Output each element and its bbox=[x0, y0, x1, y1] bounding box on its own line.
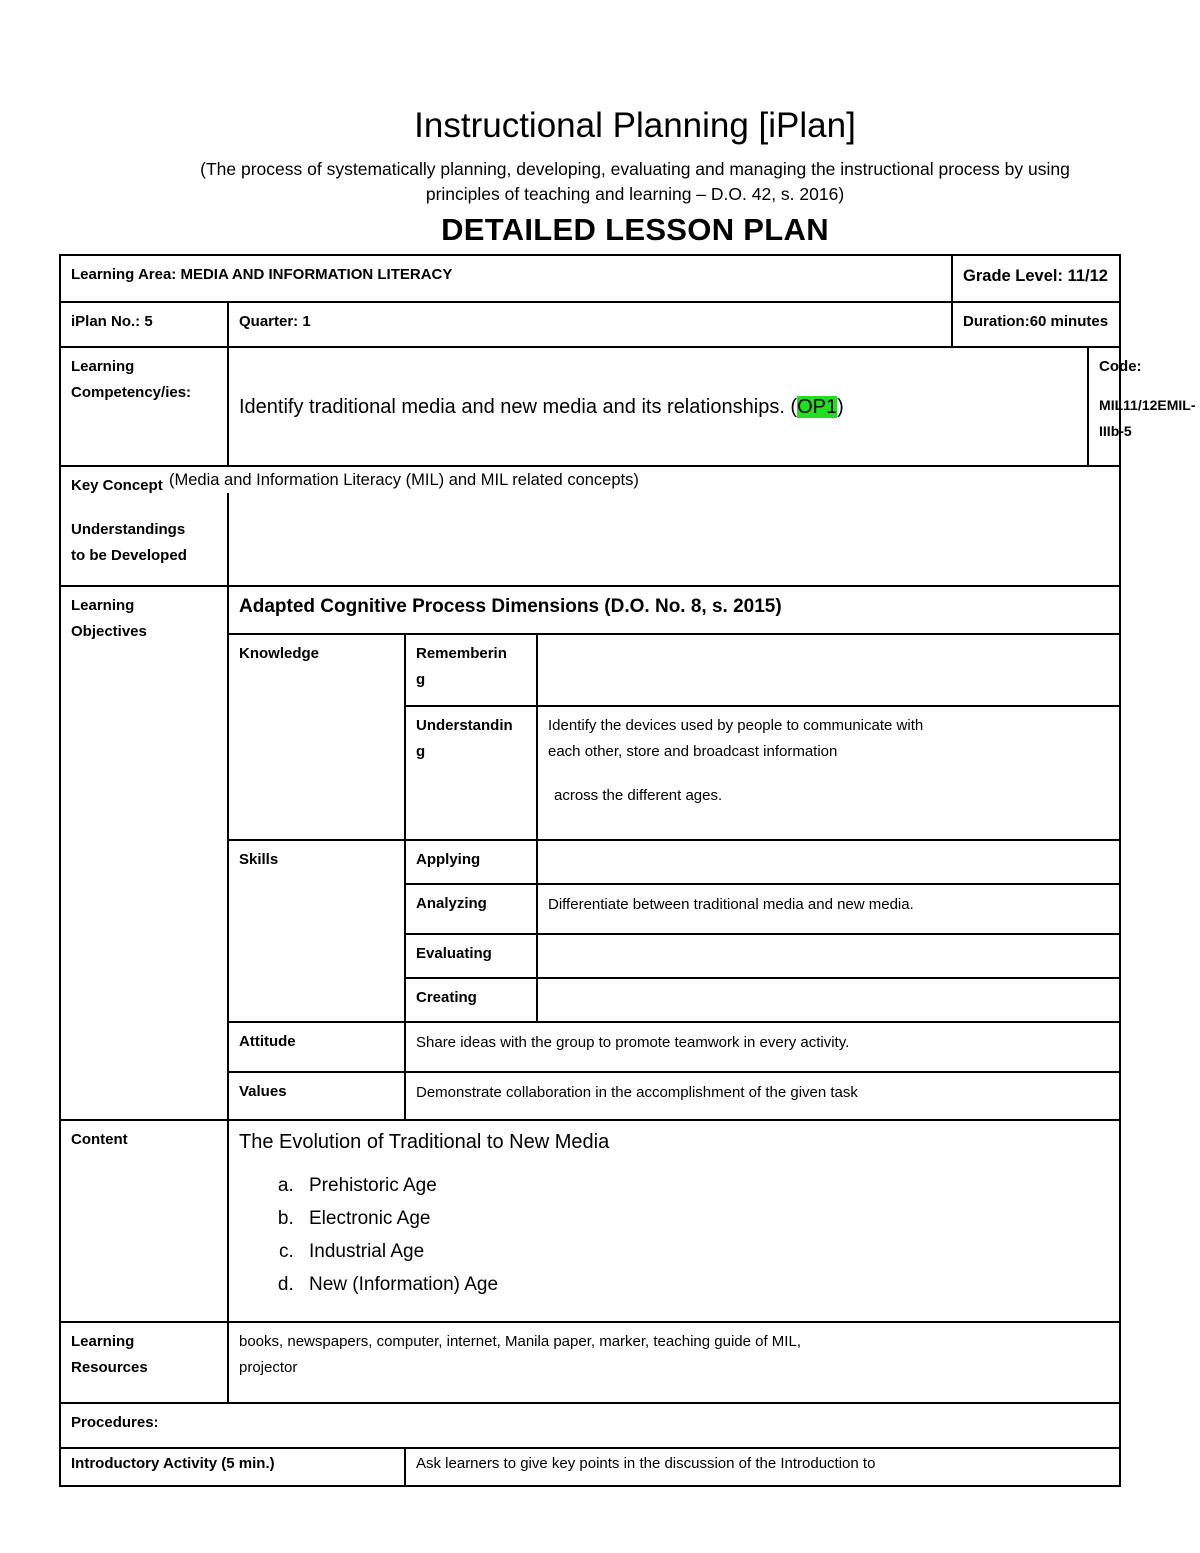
competency-label-line-2: Competency/ies: bbox=[71, 384, 192, 401]
code-line-1: MIL11/12EMIL- bbox=[1099, 397, 1196, 413]
competency-code-tag: OP1 bbox=[797, 395, 838, 418]
resources-text-line-2: projector bbox=[239, 1359, 298, 1376]
values-text: Demonstrate collaboration in the accomplishment of the given task bbox=[405, 1072, 1120, 1120]
introductory-activity-text: Ask learners to give key points in the discussion of the Introduction to bbox=[405, 1448, 1120, 1486]
list-item: d. New (Information) Age bbox=[299, 1268, 1109, 1301]
content-intro: The Evolution of Traditional to New Media bbox=[239, 1131, 610, 1153]
evaluating-label: Evaluating bbox=[405, 934, 537, 978]
key-concept-label: Key Concept bbox=[71, 477, 163, 494]
key-concept-label-cell bbox=[60, 466, 639, 586]
understandings-label bbox=[71, 517, 217, 569]
analyzing-text: Differentiate between traditional media and new media. bbox=[537, 884, 1120, 934]
quarter-cell: Quarter: 1 bbox=[228, 302, 952, 347]
knowledge-label: Knowledge bbox=[228, 634, 405, 840]
understandings-line-2: to be Developed bbox=[71, 547, 187, 564]
understanding-text-line-1: Identify the devices used by people to communicate with bbox=[548, 717, 924, 734]
understanding-text-line-3: across the different ages. bbox=[554, 787, 723, 804]
creating-label: Creating bbox=[405, 978, 537, 1022]
content-row bbox=[60, 1120, 1120, 1322]
subtitle-line-1: (The process of systematically planning, developing, evaluating and managing the instructional process by using bbox=[200, 159, 1070, 179]
learning-area-cell: Learning Area: MEDIA AND INFORMATION LITERACY bbox=[60, 255, 952, 302]
evaluating-text bbox=[537, 934, 1120, 978]
values-label: Values bbox=[228, 1072, 405, 1120]
code-line-2: IIIb-5 bbox=[1099, 423, 1132, 439]
key-concept-row bbox=[60, 466, 1120, 586]
competency-row bbox=[60, 347, 1120, 466]
list-item: c. Industrial Age bbox=[299, 1235, 1109, 1268]
understanding-text bbox=[537, 706, 1120, 840]
creating-text bbox=[537, 978, 1120, 1022]
document-subtitle bbox=[110, 157, 1160, 207]
attitude-text: Share ideas with the group to promote teamwork in every activity. bbox=[405, 1022, 1120, 1072]
skills-label: Skills bbox=[228, 840, 405, 1022]
competency-text-end: ) bbox=[837, 395, 844, 418]
understanding-text-line-2: each other, store and broadcast information bbox=[548, 743, 838, 760]
resources-text-line-1: books, newspapers, computer, internet, Manila paper, marker, teaching guide of MIL, bbox=[239, 1333, 801, 1350]
competency-label bbox=[60, 347, 228, 466]
content-cell bbox=[228, 1120, 1120, 1322]
understanding-line-1: Understandin bbox=[416, 717, 513, 734]
cognitive-dimensions-header: Adapted Cognitive Process Dimensions (D.O. No. 8, s. 2015) bbox=[228, 586, 1120, 634]
competency-code-cell bbox=[1088, 347, 1196, 466]
competency-text: Identify traditional media and new media and its relationships. ( bbox=[239, 395, 798, 418]
content-list bbox=[239, 1169, 1109, 1301]
understanding-line-2: g bbox=[416, 743, 426, 760]
procedures-label: Procedures: bbox=[60, 1403, 1120, 1448]
learning-area-row bbox=[60, 255, 1120, 302]
grade-level-cell: Grade Level: 11/12 bbox=[952, 255, 1120, 302]
introductory-activity-row bbox=[60, 1448, 1120, 1486]
competency-label-line-1: Learning bbox=[71, 358, 135, 375]
iplan-no-cell: iPlan No.: 5 bbox=[60, 302, 228, 347]
objectives-label-line-2: Objectives bbox=[71, 623, 147, 640]
lesson-plan-heading: DETAILED LESSON PLAN bbox=[441, 212, 829, 247]
subtitle-line-2: principles of teaching and learning – D.O. 42, s. 2016) bbox=[425, 184, 845, 204]
remembering-text bbox=[537, 634, 1120, 706]
resources-text bbox=[228, 1322, 1120, 1403]
code-label: Code: bbox=[1099, 358, 1142, 375]
resources-label-line-2: Resources bbox=[71, 1359, 148, 1376]
understanding-label bbox=[405, 706, 537, 840]
list-item: b. Electronic Age bbox=[299, 1202, 1109, 1235]
objectives-label-line-1: Learning bbox=[71, 597, 135, 614]
remembering-line-1: Rememberin bbox=[416, 645, 507, 662]
remembering-line-2: g bbox=[416, 671, 426, 688]
duration-cell: Duration:60 minutes bbox=[952, 302, 1120, 347]
resources-row bbox=[60, 1322, 1120, 1403]
understandings-line-1: Understandings bbox=[71, 521, 186, 538]
introductory-activity-label: Introductory Activity (5 min.) bbox=[60, 1448, 405, 1486]
applying-text bbox=[537, 840, 1120, 884]
document-title: Instructional Planning [iPlan] bbox=[414, 106, 856, 145]
attitude-label: Attitude bbox=[228, 1022, 405, 1072]
lesson-plan-table bbox=[59, 254, 1196, 1487]
procedures-row bbox=[60, 1403, 1120, 1448]
competency-text-cell bbox=[228, 347, 1088, 466]
code-value bbox=[1099, 392, 1196, 444]
applying-label: Applying bbox=[405, 840, 537, 884]
remembering-label bbox=[405, 634, 537, 706]
list-item: a. Prehistoric Age bbox=[299, 1169, 1109, 1202]
iplan-row bbox=[60, 302, 1120, 347]
key-concept-text: (Media and Information Literacy (MIL) and MIL related concepts) bbox=[169, 467, 639, 493]
content-label: Content bbox=[60, 1120, 228, 1322]
analyzing-label: Analyzing bbox=[405, 884, 537, 934]
resources-label bbox=[60, 1322, 228, 1403]
resources-label-line-1: Learning bbox=[71, 1333, 135, 1350]
objectives-header-row bbox=[60, 586, 1120, 634]
objectives-label bbox=[60, 586, 228, 1120]
